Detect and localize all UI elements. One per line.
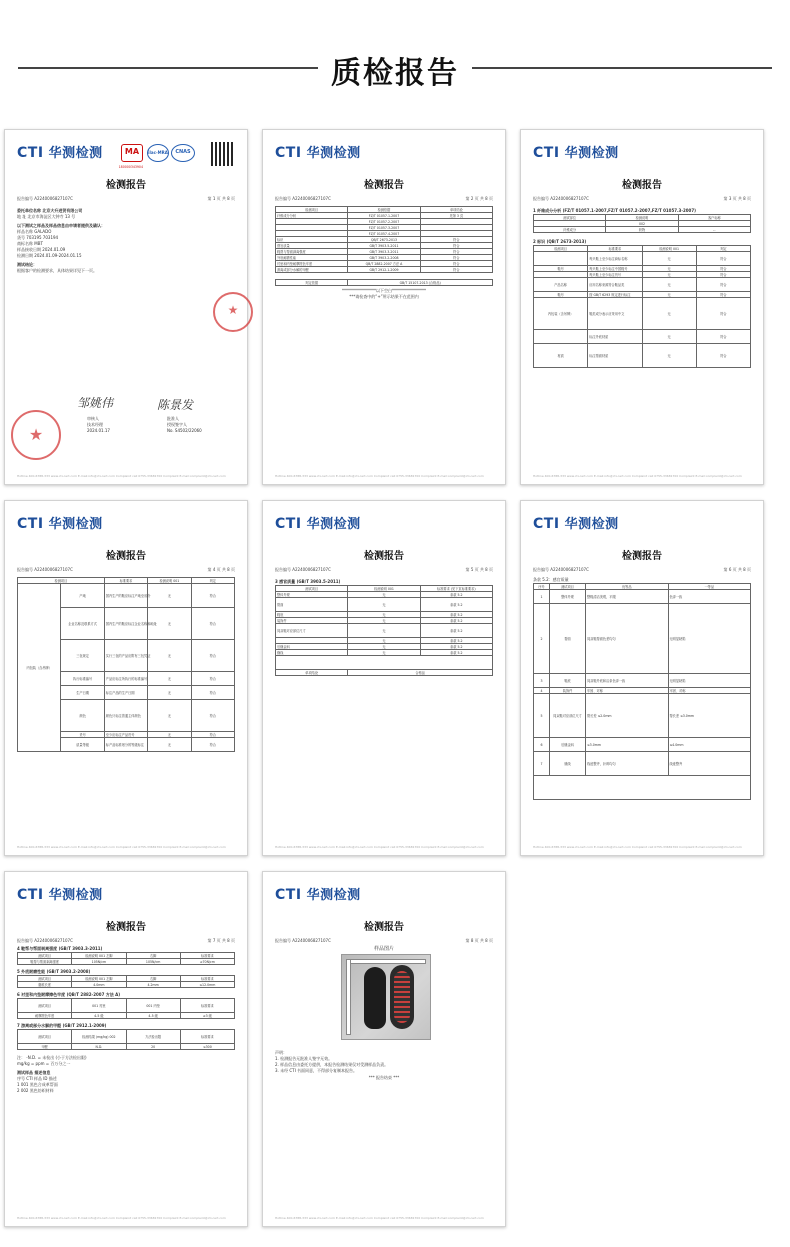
info-line: 样品接收日期 2024.01.09 <box>17 247 66 252</box>
table-header: 检测说明 001 <box>148 578 191 584</box>
page-footer: Hotline 400-6788-333 www.cti-cert.com E-mail:info@cti-cert.com Complaint call 0755-33681700 Complaint E-mail:complaint@cti-cert.com <box>275 845 484 849</box>
table-row: 感官质量 GB/T 3903.5-2011 符合 <box>276 243 493 249</box>
table-row: 4 装饰件 牢固、对称 牢固、对称 <box>534 688 751 694</box>
page-number: 第 8 页 共 8 页 <box>465 938 493 943</box>
test-results <box>17 946 235 1094</box>
page-number: 第 7 页 共 8 页 <box>207 938 235 943</box>
section-title: 1 纤维成分分析 (FZ/T 01057.1-2007,FZ/T 01057.2-2007,FZ/T 01057.3-2007) <box>533 208 696 213</box>
report-meta <box>533 196 751 202</box>
qr-code-icon <box>211 142 235 166</box>
table-row: 测试项目 检测说明 001 左脚 右脚 标准要求 <box>18 976 235 982</box>
summary-table <box>275 206 493 300</box>
report-page-5 <box>262 500 506 856</box>
table-row: 后缝歪斜 无 条款 5.2 <box>276 644 493 650</box>
note-line: mg/kg = ppm = 百万分之一 <box>17 1061 71 1066</box>
report-title: 检测报告 <box>622 180 662 191</box>
table-header: 标准要求 <box>104 578 147 584</box>
page-footer: Hotline 400-6788-333 www.cti-cert.com E-mail:info@cti-cert.com Complaint call 0755-33681700 Complaint E-mail:complaint@cti-cert.com <box>533 845 742 849</box>
page-number: 第 1 页 共 8 页 <box>207 196 235 201</box>
page-header <box>0 0 790 110</box>
report-page-8 <box>262 871 506 1227</box>
table-row: 耐摩擦色牢度 4-5 级 4-5 级 ≥3 级 <box>18 1013 235 1019</box>
photo-title: 样品图片 <box>373 946 394 952</box>
report-title: 检测报告 <box>106 922 146 933</box>
table-row: 测试部位 检测说明 客户标称 <box>534 215 751 221</box>
table-row: 6 后缝歪斜 ≤3.0mm ≤4.0mm <box>534 738 751 752</box>
table-row: 游离或部分水解的甲醛 GB/T 2912.1-2009 符合 <box>276 267 493 273</box>
table-header: 测试项目 <box>550 584 586 590</box>
company-seal-icon <box>213 292 253 332</box>
page-footer: Hotline 400-6788-333 www.cti-cert.com E-mail:info@cti-cert.com Complaint call 0755-33681700 Complaint E-mail:complaint@cti-cert.com <box>275 1216 484 1220</box>
table-header: 检测说明 001 <box>348 586 420 592</box>
note-line: 2 002 黑色纺织材料 <box>17 1088 54 1093</box>
report-page-7 <box>4 871 248 1227</box>
table-header: 序号 <box>534 584 550 590</box>
section-title: 条款 5.2：感官质量 <box>533 577 569 582</box>
report-title: 检测报告 <box>622 551 662 562</box>
report-page-4 <box>4 500 248 856</box>
table-row: 鞋号 按 GB/T 6293 规定进行标注 无 符合 <box>534 292 751 298</box>
section-title: 5 外底耐磨性能 (GB/T 3903.2-2008) <box>17 969 91 974</box>
report-page-3 <box>520 129 764 485</box>
info-line: 以下测试之样品及样品信息由申请者提供及确认： <box>17 223 105 228</box>
table-note: ***请检查中的“+”所示结果不在范围内 <box>349 294 419 299</box>
label-table <box>17 577 235 752</box>
table-row: 鞋帮与帮面剥离强度 105N/cm 105N/cm ≥70N/cm <box>18 959 235 965</box>
table-row: 测试项目 001 衬里 001 内垫 标准要求 <box>18 999 235 1013</box>
cti-logo: CTI 华测检测 <box>17 145 103 161</box>
ilac-mra-badge: ilac-MRA <box>147 144 169 162</box>
report-meta <box>17 938 235 944</box>
table-row: 判定依据 GB/T 15107-2013 (合格品) <box>276 280 493 286</box>
note-line: 2. 样品信息由委托方提供，本报告检测结果仅对受测样品负责。 <box>275 1062 389 1067</box>
section-title: 2 标识 (QB/T 2673-2013) <box>533 239 587 244</box>
table-row: 帮面 无 条款 5.2 <box>276 598 493 612</box>
shoe-top-icon <box>364 967 386 1029</box>
report-number: 报告编号 A2240006827107C <box>17 196 73 201</box>
table-row: 磨痕长度 4.0mm 4.2mm ≤12.0mm <box>18 982 235 988</box>
table-header: 单项结论 <box>420 207 492 213</box>
info-line: 货号 703195 703194 <box>17 235 59 240</box>
table-row: 每只鞋上至少标注货号 无 符合 <box>534 272 751 278</box>
report-end: *** 报告结束 *** <box>368 1075 400 1080</box>
ruler-icon <box>346 959 351 1035</box>
table-row: 装饰件 无 条款 5.2 <box>276 618 493 624</box>
report-page-1 <box>4 129 248 485</box>
cma-number: 180000343904 <box>118 165 143 169</box>
cnas-badge: CNAS <box>171 144 195 162</box>
page-number: 第 6 页 共 8 页 <box>723 567 751 572</box>
table-row: 材质 标注帮面材质 无 符合 <box>534 344 751 368</box>
report-meta <box>17 196 235 202</box>
table-row: FZ/T 01057.2-2007 <box>276 219 493 225</box>
note-line: 1. 检测报告无批准人签字无效。 <box>275 1056 333 1061</box>
result-notes <box>17 1055 235 1094</box>
signer-date: 2024.01.17 <box>87 428 110 433</box>
table-header: 检测依据 <box>348 207 420 213</box>
report-title: 检测报告 <box>106 551 146 562</box>
signature-2: 陈景发 <box>157 398 194 412</box>
table-row: 执行标准编号 产品应标注所执行的标准编号 无 符合 <box>18 672 235 686</box>
fiber-section <box>533 208 751 368</box>
table-header: 判定 <box>191 578 234 584</box>
section-title: 4 鞋帮与帮面剥离强度 (GB/T 3903.3-2011) <box>17 946 103 951</box>
table-row <box>276 656 493 670</box>
report-meta <box>17 567 235 573</box>
cti-logo: CTI 华测检测 <box>275 516 361 532</box>
cti-logo: CTI 华测检测 <box>17 887 103 903</box>
page-number: 第 2 页 共 8 页 <box>465 196 493 201</box>
table-row: 测试项目 检测说明 001 左脚 右脚 标准要求 <box>18 953 235 959</box>
note-line: 3. 未经 CTI 书面同意，不得部分复制本报告。 <box>275 1068 358 1073</box>
report-meta <box>275 938 493 944</box>
note-line: 序号 CTI 样品 ID 描述 <box>17 1076 57 1081</box>
report-title: 检测报告 <box>106 180 146 191</box>
table-row <box>534 776 751 800</box>
table-header: 测试项目 <box>276 586 348 592</box>
section-title: 7 游离或部分水解的甲醛 (GB/T 2912.1-2009) <box>17 1023 107 1028</box>
section-title: 3 感官质量 (GB/T 3903.5-2011) <box>275 579 341 584</box>
table-note: *****************以下空白***************** <box>342 288 426 293</box>
page-footer: Hotline 400-6788-333 www.cti-cert.com E-mail:info@cti-cert.com Complaint call 0755-33681700 Complaint E-mail:complaint@cti-cert.com <box>275 474 484 478</box>
table-row: 鞋帮与帮面剥离强度 GB/T 3903.3-2011 符合 <box>276 249 493 255</box>
table-row: 纤维成分 织物 -- <box>534 227 751 233</box>
standard-table <box>533 577 751 800</box>
table-row: 5 同双鞋对应部位尺寸 帮长差 ≤2.0mm 帮长差 ≤3.0mm <box>534 694 751 738</box>
table-row: 内包装（含吊牌） 鞋类成分表示应采用中文 无 符合 <box>534 298 751 330</box>
info-line: 测试结论： <box>17 262 37 267</box>
report-title: 检测报告 <box>364 180 404 191</box>
table-row: 甲醛 N.D. 20 ≤300 <box>18 1044 235 1050</box>
table-row: 标识 QB/T 2673-2013 符合 <box>276 237 493 243</box>
table-row: 整体外观 无 条款 5.2 <box>276 592 493 598</box>
table-row: 纤维成分分析 FZ/T 01057.1-2007 见第 3 页 <box>276 213 493 219</box>
cti-logo: CTI 华测检测 <box>275 887 361 903</box>
report-meta <box>533 567 751 573</box>
report-meta <box>275 567 493 573</box>
table-row: 鞋号 每只鞋上至少标注中国鞋号 无 符合 <box>534 266 751 272</box>
table-row: 衬里和内垫耐摩擦色牢度 QB/T 2882-2007 方法 A 符合 <box>276 261 493 267</box>
info-line: 根据客户的检测要求，具体结果详见下一页。 <box>17 268 97 273</box>
cti-logo: CTI 华测检测 <box>17 516 103 532</box>
report-number: 报告编号 A2240006827107C <box>17 567 73 572</box>
table-header: 检测项目 <box>276 207 348 213</box>
report-number: 报告编号 A2240006827107C <box>275 938 331 943</box>
cti-logo: CTI 华测检测 <box>533 516 619 532</box>
table-row: 外底耐磨性能 GB/T 3903.2-2008 符合 <box>276 255 493 261</box>
report-number: 报告编号 A2240006827107C <box>533 567 589 572</box>
table-row: 货号 至少应标注产品货号 无 符合 <box>18 732 235 738</box>
signer-number: No. S4502/22060 <box>167 428 202 433</box>
cti-logo: CTI 华测检测 <box>533 145 619 161</box>
sample-photo <box>341 954 431 1040</box>
page-number: 第 4 页 共 8 页 <box>207 567 235 572</box>
signer-title: 技术经理 <box>87 422 103 427</box>
signer-role: 批准人 <box>167 416 179 421</box>
info-line: 委托单位名称 北京大升进贸有限公司 <box>17 208 83 213</box>
signer-1 <box>87 416 147 434</box>
cma-badge: MA <box>121 144 143 162</box>
info-line: 检测日期 2024.01.09-2024.01.15 <box>17 253 82 258</box>
report-page-2 <box>262 129 506 485</box>
report-number: 报告编号 A2240006827107C <box>275 196 331 201</box>
signer-2 <box>167 416 237 434</box>
signature-1: 邹姚伟 <box>77 396 114 410</box>
table-row: 企业名称及联系方式 国内生产的鞋应标注企业名称和地址 无 符合 <box>18 608 235 640</box>
shoe-sole-icon <box>390 965 414 1029</box>
table-row: 质量等级 标产品标准划分的等级标注 无 符合 <box>18 738 235 752</box>
info-line: 商标名称 MBT <box>17 241 43 246</box>
table-row: 每只鞋上至少标注商标名称 无 符合 <box>534 252 751 266</box>
table-row: 002 <box>534 221 751 227</box>
signer-role: 审核人 <box>87 416 99 421</box>
table-row: 三包规定 实行三包的产品应附有三包凭证 无 符合 <box>18 640 235 672</box>
report-number: 报告编号 A2240006827107C <box>17 938 73 943</box>
note-line: 1 001 黑色合成革帮面 <box>17 1082 58 1087</box>
declaration <box>275 1050 493 1081</box>
table-row: 产品名称 应用名称来源符合鞋品类 无 符合 <box>534 278 751 292</box>
page-number: 第 5 页 共 8 页 <box>465 567 493 572</box>
table-row: 检测项目 标准要求 检测说明 001 判定 <box>534 246 751 252</box>
page-footer: Hotline 400-6788-333 www.cti-cert.com E-mail:info@cti-cert.com Complaint call 0755-33681700 Complaint E-mail:complaint@cti-cert.com <box>17 1216 226 1220</box>
report-number: 报告编号 A2240006827107C <box>275 567 331 572</box>
table-row: FZ/T 01057.3-2007 <box>276 225 493 231</box>
cti-logo: CTI 华测检测 <box>275 145 361 161</box>
note-line: 测试样品 描述信息 <box>17 1070 51 1075</box>
table-row: 缝线 无 条款 5.2 <box>276 650 493 656</box>
table-row: 测试项目 检测结果 (mg/kg) 002 方法检出限 标准要求 <box>18 1030 235 1044</box>
ruler-icon <box>346 959 426 964</box>
info-line: 样品名称 GALADO <box>17 229 52 234</box>
table-row: 内包装（含吊牌） 产地 国内生产的鞋应标注产地至省份 无 符合 <box>18 584 235 608</box>
note-line: 注： -N.D. = 未检出 (小于方法检出限) <box>17 1055 87 1060</box>
report-title: 检测报告 <box>364 922 404 933</box>
table-row: 2 帮面 同双鞋帮面色差均匀 无明显缺陷 <box>534 604 751 674</box>
page-footer: Hotline 400-6788-333 www.cti-cert.com E-mail:info@cti-cert.com Complaint call 0755-33681700 Complaint E-mail:complaint@cti-cert.com <box>533 474 742 478</box>
table-row: 无 条款 5.2 <box>276 638 493 644</box>
appearance-section <box>275 579 493 676</box>
table-row: 同双鞋对应部位尺寸 无 条款 5.2 <box>276 624 493 638</box>
page-footer: Hotline 400-6788-333 www.cti-cert.com E-mail:info@cti-cert.com Complaint call 0755-33681700 Complaint E-mail:complaint@cti-cert.com <box>17 474 226 478</box>
table-header: 标准要求 (见下页标准要求) <box>420 586 492 592</box>
report-title: 检测报告 <box>364 551 404 562</box>
report-page-6 <box>520 500 764 856</box>
page-title: 质检报告 <box>331 56 459 91</box>
table-row: 3 鞋底 同双鞋外底和沿条色泽一致 无明显缺陷 <box>534 674 751 688</box>
table-row: FZ/T 01057.4-2007 <box>276 231 493 237</box>
table-row: 7 缝线 线迹整齐，针码均匀 线迹整齐 <box>534 752 751 776</box>
table-header: 一等品 <box>668 584 751 590</box>
section-title: 6 衬里和内垫耐摩擦色牢度 (QB/T 2882-2007 方法 A) <box>17 992 121 997</box>
signer-title: 授权签字人 <box>167 422 187 427</box>
table-row: 标注外底材质 无 符合 <box>534 330 751 344</box>
table-row: 颜色 颜色只标注普通主体颜色 无 符合 <box>18 700 235 732</box>
table-row: 单项结论 合格品 <box>276 670 493 676</box>
table-row: 鞋底 无 条款 5.2 <box>276 612 493 618</box>
table-header: 优等品 <box>586 584 669 590</box>
note-line: 声明： <box>275 1050 287 1055</box>
client-info <box>17 208 235 274</box>
page-footer: Hotline 400-6788-333 www.cti-cert.com E-mail:info@cti-cert.com Complaint call 0755-33681700 Complaint E-mail:complaint@cti-cert.com <box>17 845 226 849</box>
report-meta <box>275 196 493 202</box>
table-header: 检测项目 <box>18 578 105 584</box>
info-line: 地 址 北京市海淀区大钟寺 13 号 <box>17 214 76 219</box>
company-seal-icon <box>11 410 61 460</box>
table-row: 生产日期 标注产品的生产日期 无 符合 <box>18 686 235 700</box>
header-rule-right <box>472 67 772 69</box>
page-number: 第 3 页 共 8 页 <box>723 196 751 201</box>
report-number: 报告编号 A2240006827107C <box>533 196 589 201</box>
table-row: 1 整体外观 整鞋清洁美观，平服 色泽一致 <box>534 590 751 604</box>
